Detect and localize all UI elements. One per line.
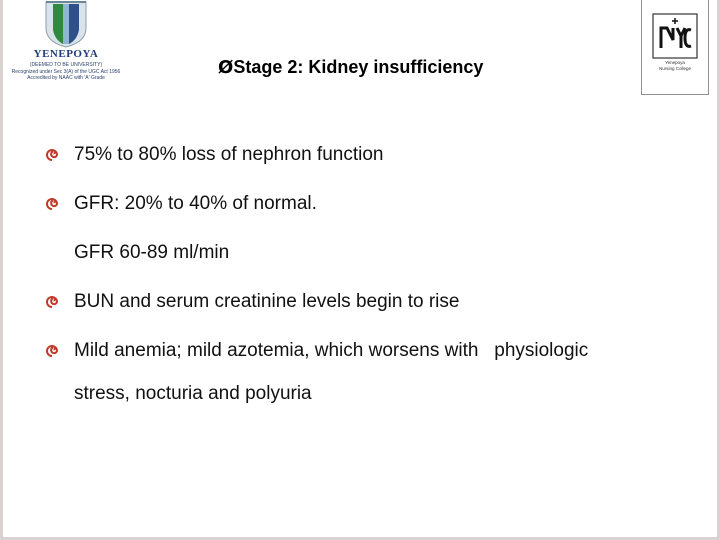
bullet-text: 75% to 80% loss of nephron function — [74, 144, 384, 165]
spiral-bullet-icon — [44, 343, 60, 359]
logo-subtext-line: Accredited by NAAC with 'A' Grade — [27, 75, 105, 81]
nursing-college-emblem-icon — [651, 12, 699, 60]
emblem-caption-line: Yenepoya — [665, 60, 685, 65]
logo-subtext-line: (DEEMED TO BE UNIVERSITY) — [29, 62, 103, 68]
bullet-text: GFR: 20% to 40% of normal. — [74, 193, 317, 214]
slide-title — [218, 57, 483, 78]
yenepoya-logo — [11, 0, 121, 98]
logo-brand-text: YENEPOYA — [33, 48, 99, 60]
emblem-caption-line: Nursing College — [658, 66, 692, 71]
spiral-bullet-icon — [44, 294, 60, 310]
title-text: Stage 2: Kidney insufficiency — [233, 57, 484, 77]
emblem-caption — [642, 60, 708, 72]
spiral-bullet-icon — [44, 147, 60, 163]
logo-subtext-line: Recognized under Sec 3(A) of the UGC Act 1956 — [11, 68, 121, 75]
title-arrow-glyph: Ø — [218, 57, 234, 78]
bullet-text: BUN and serum creatinine levels begin to rise — [74, 291, 460, 312]
bullet-continuation-text: stress, nocturia and polyuria — [74, 383, 312, 404]
bullet-continuation-text: GFR 60-89 ml/min — [74, 242, 230, 263]
spiral-bullet-icon — [44, 196, 60, 212]
nursing-college-logo — [641, 0, 709, 95]
bullet-text: Mild anemia; mild azotemia, which worsens with physiologic — [74, 340, 589, 361]
university-shield-icon — [41, 0, 91, 48]
logo-subtext — [11, 62, 121, 82]
